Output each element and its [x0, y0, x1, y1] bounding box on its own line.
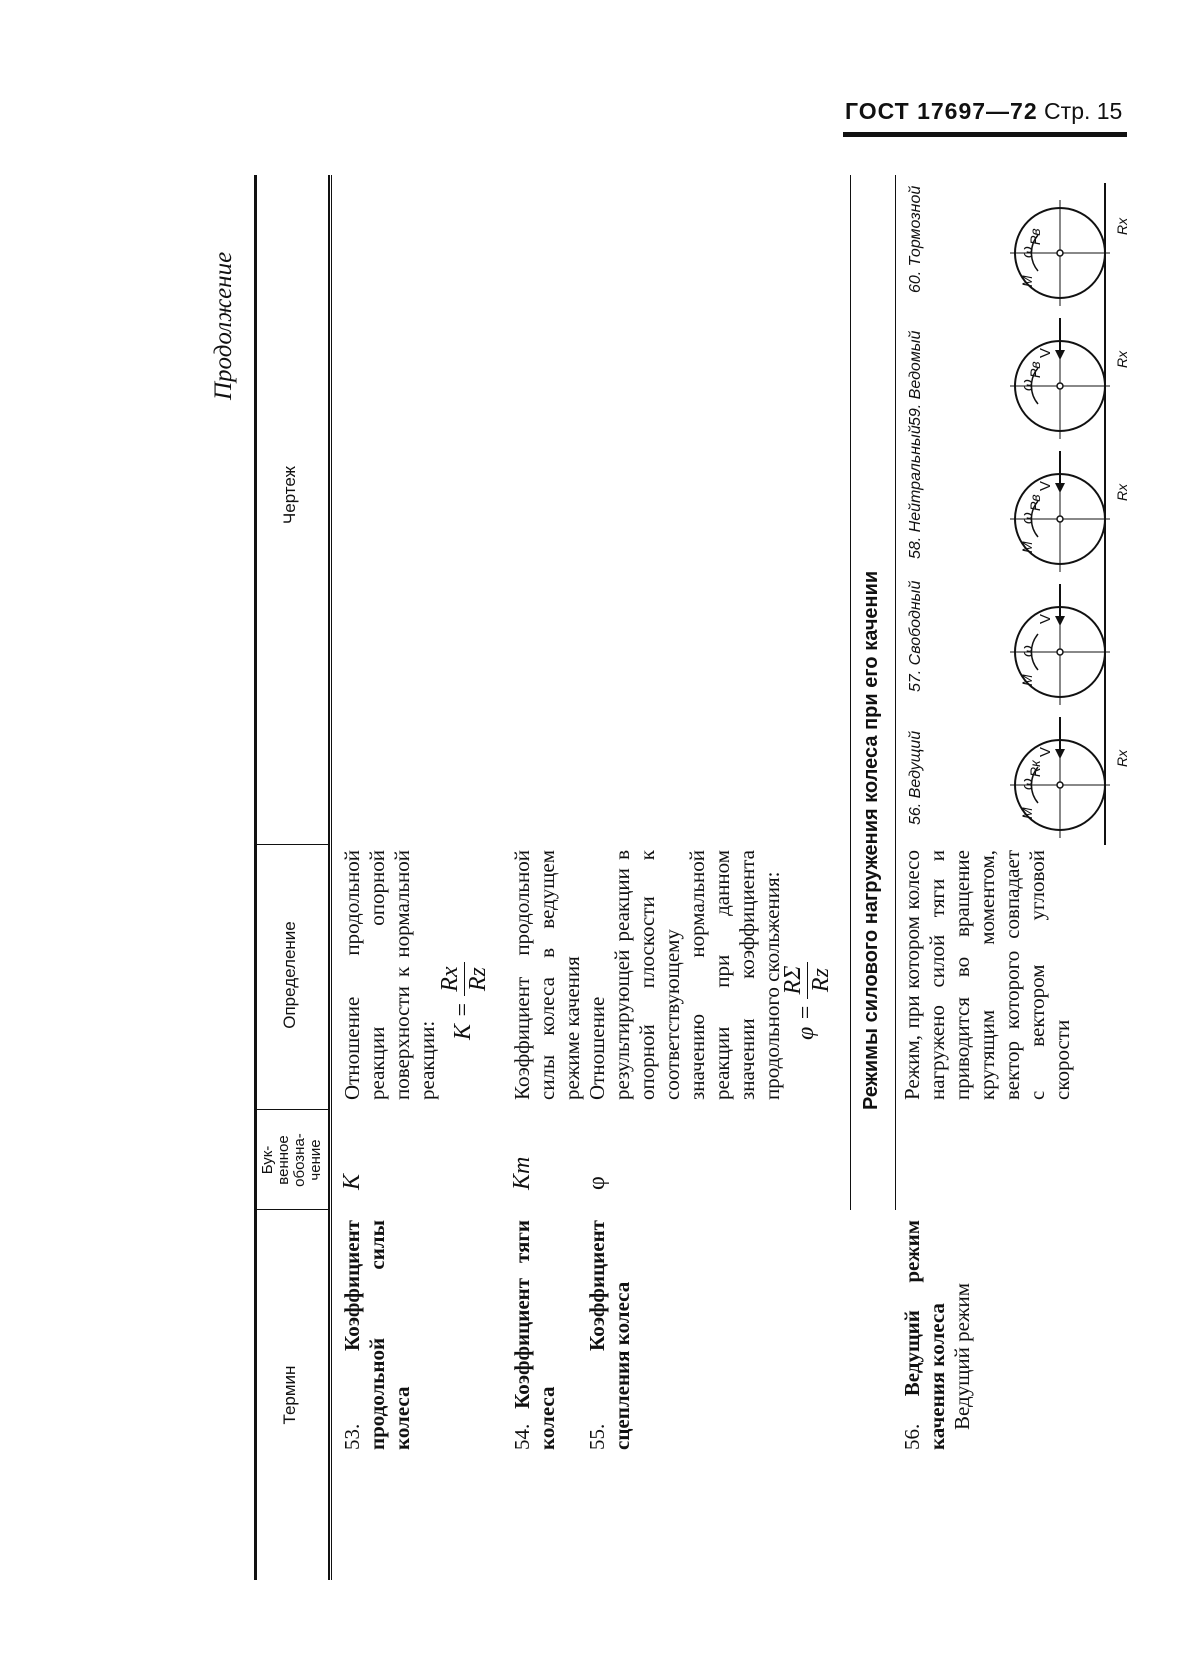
header-rule: [843, 132, 1127, 137]
omega-label: ω: [1019, 778, 1036, 790]
term-54: 54. Коэффициент тяги колеса: [510, 1220, 559, 1450]
term-55: 55. Коэффициент сцепления колеса: [585, 1220, 634, 1450]
wheel-modes-drawing: [880, 180, 1187, 845]
wheel-hub: [1057, 516, 1063, 522]
rx-label: Rx: [1114, 749, 1130, 767]
col-definition: Определение: [280, 921, 299, 1029]
wheel-hub: [1057, 383, 1063, 389]
mode-label: 58. Нейтральный: [907, 425, 924, 559]
rotated-table: [200, 180, 1187, 1580]
col-sep-1: [257, 1209, 328, 1210]
letter-54: Kт: [509, 1156, 535, 1190]
definition-56: Режим, при котором колесо нагружено силой тяги и приводится во вращение крутящим моментом, вектор которого совпадает с вектором угловой скорости: [900, 850, 1074, 1100]
mode-label: 56. Ведущий: [907, 730, 924, 825]
col-drawing: Чертеж: [280, 465, 299, 525]
mode-label: 59. Ведомый: [907, 330, 924, 426]
header-bottom-rule: [328, 175, 330, 1580]
velocity-arrowhead: [1055, 749, 1065, 759]
pb-label: Pв: [1027, 494, 1043, 511]
section-rule-top: [850, 175, 851, 1210]
moment-label: M: [1019, 541, 1035, 553]
velocity-label: V: [1037, 480, 1054, 491]
term-56: 56. Ведущий режим качения колеса Ведущий режим: [900, 1219, 974, 1450]
moment-label: M: [1019, 275, 1035, 287]
omega-label: ω: [1019, 246, 1036, 258]
wheel-hub: [1057, 782, 1063, 788]
velocity-arrowhead: [1055, 483, 1065, 493]
mode-label: 57. Свободный: [907, 580, 924, 692]
formula-53: K = Rx Rz: [437, 962, 492, 1040]
rk-label: Rк: [1027, 760, 1043, 777]
formula-55: φ = RΣ Rz: [780, 962, 835, 1040]
definition-54: Коэффициент продольной силы колеса в ведущем режиме качения: [510, 850, 584, 1100]
definition-53: Отношение продольной реакции опорной поверхности к нормальной реакции:: [340, 850, 439, 1100]
omega-label: ω: [1019, 379, 1036, 391]
pb-label: Pв: [1027, 361, 1043, 378]
section-title: Режимы силового нагружения колеса при его качении: [860, 570, 882, 1110]
term-53: 53. Коэффициент продольной силы колеса: [340, 1220, 414, 1450]
standard-number: ГОСТ 17697—72: [845, 98, 1038, 124]
rx-label: Rx: [1114, 350, 1130, 368]
letter-53: K: [339, 1173, 365, 1190]
mode-label: 60. Тормозной: [907, 185, 924, 293]
definition-55: Отношение результирующей реакции в опорной плоскости к соответствующему значению нормальной реакции при данном значении коэффициента продольного скольжения:: [585, 850, 784, 1100]
rx-label: Rx: [1114, 217, 1130, 235]
rx-label: Rx: [1114, 483, 1130, 501]
table-top-rule: [254, 175, 257, 1580]
page-header: [845, 98, 1127, 125]
col-letter: Бук- венное обозна- чение: [259, 1133, 324, 1187]
velocity-arrowhead: [1055, 616, 1065, 626]
omega-label: ω: [1019, 512, 1036, 524]
letter-55: φ: [584, 1176, 610, 1190]
velocity-label: V: [1037, 746, 1054, 757]
moment-label: M: [1019, 807, 1035, 819]
velocity-arrowhead: [1055, 350, 1065, 360]
col-term: Термин: [280, 1365, 299, 1425]
header-bottom-rule-2: [331, 175, 332, 1580]
moment-label: M: [1019, 674, 1035, 686]
velocity-label: V: [1037, 347, 1054, 358]
pb-label: Pв: [1027, 228, 1043, 245]
wheel-hub: [1057, 649, 1063, 655]
wheel-hub: [1057, 250, 1063, 256]
col-sep-3: [257, 844, 328, 845]
continuation-label: Продолжение: [210, 251, 237, 400]
omega-label: ω: [1019, 645, 1036, 657]
col-sep-2: [257, 1109, 328, 1110]
velocity-label: V: [1037, 613, 1054, 624]
page-number: Стр. 15: [1044, 98, 1123, 124]
